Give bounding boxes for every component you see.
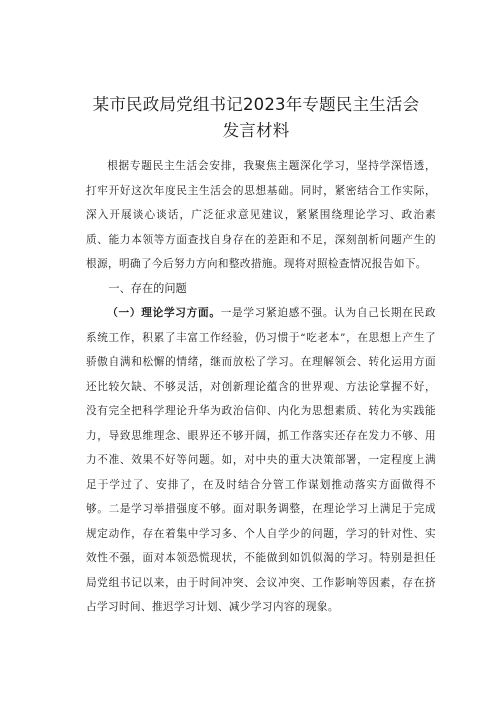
title-line-2: 发言材料 [222,121,290,140]
intro-paragraph: 根据专题民主生活会安排，我聚焦主题深化学习，坚持学深悟透，打牢开好这次年度民主生活会的思想基础。同时，紧密结合工作实际，深入开展谈心谈话，广泛征求意见建议，紧紧围绕理论学习、政治素质、能力本领等方面查找自身存在的差距和不足，深刻剖析问题产生的根源，明确了今后努力方向和整改措施。现将对照检查情况报告如下。 [86,160,436,270]
theory-study-paragraph [86,301,436,620]
document-title [76,92,436,144]
subsection-body-theory-study: 一是学习紧迫感不强。认为自己长期在民政系统工作，积累了丰富工作经验，仍习惯于“吃老本”，在思想上产生了骄傲自满和松懈的情绪，继而放松了学习。在理解领会、转化运用方面还比较欠缺、不够灵活，对创新理论蕴含的世界观、方法论掌握不好，没有完全把科学理论升华为政治信仰、内化为思想素质、转化为实践能力，导致思维理念、眼界还不够开阔，抓工作落实还存在发力不够、用力不准、效果不好等问题。如，对中央的重大决策部署，一定程度上满足于学过了、安排了，在及时结合分管工作谋划推动落实方面做得不够。二是学习举措强度不够。面对职务调整，在理论学习上满足于完成规定动作，存在着集中学习多、个人自学少的问题，学习的针对性、实效性不强，面对本领恐慌现状，不能做到如饥似渴的学习。特别是担任局党组书记以来，由于时间冲突、会议冲突、工作影响等因素，存在挤占学习时间、推迟学习计划、减少学习内容的现象。 [86,307,437,613]
section-heading-problems: 一、存在的问题 [108,281,187,295]
subsection-heading-theory-study: （一）理论学习方面。 [107,307,221,319]
title-line-1: 某市民政局党组书记2023年专题民主生活会 [92,95,420,114]
